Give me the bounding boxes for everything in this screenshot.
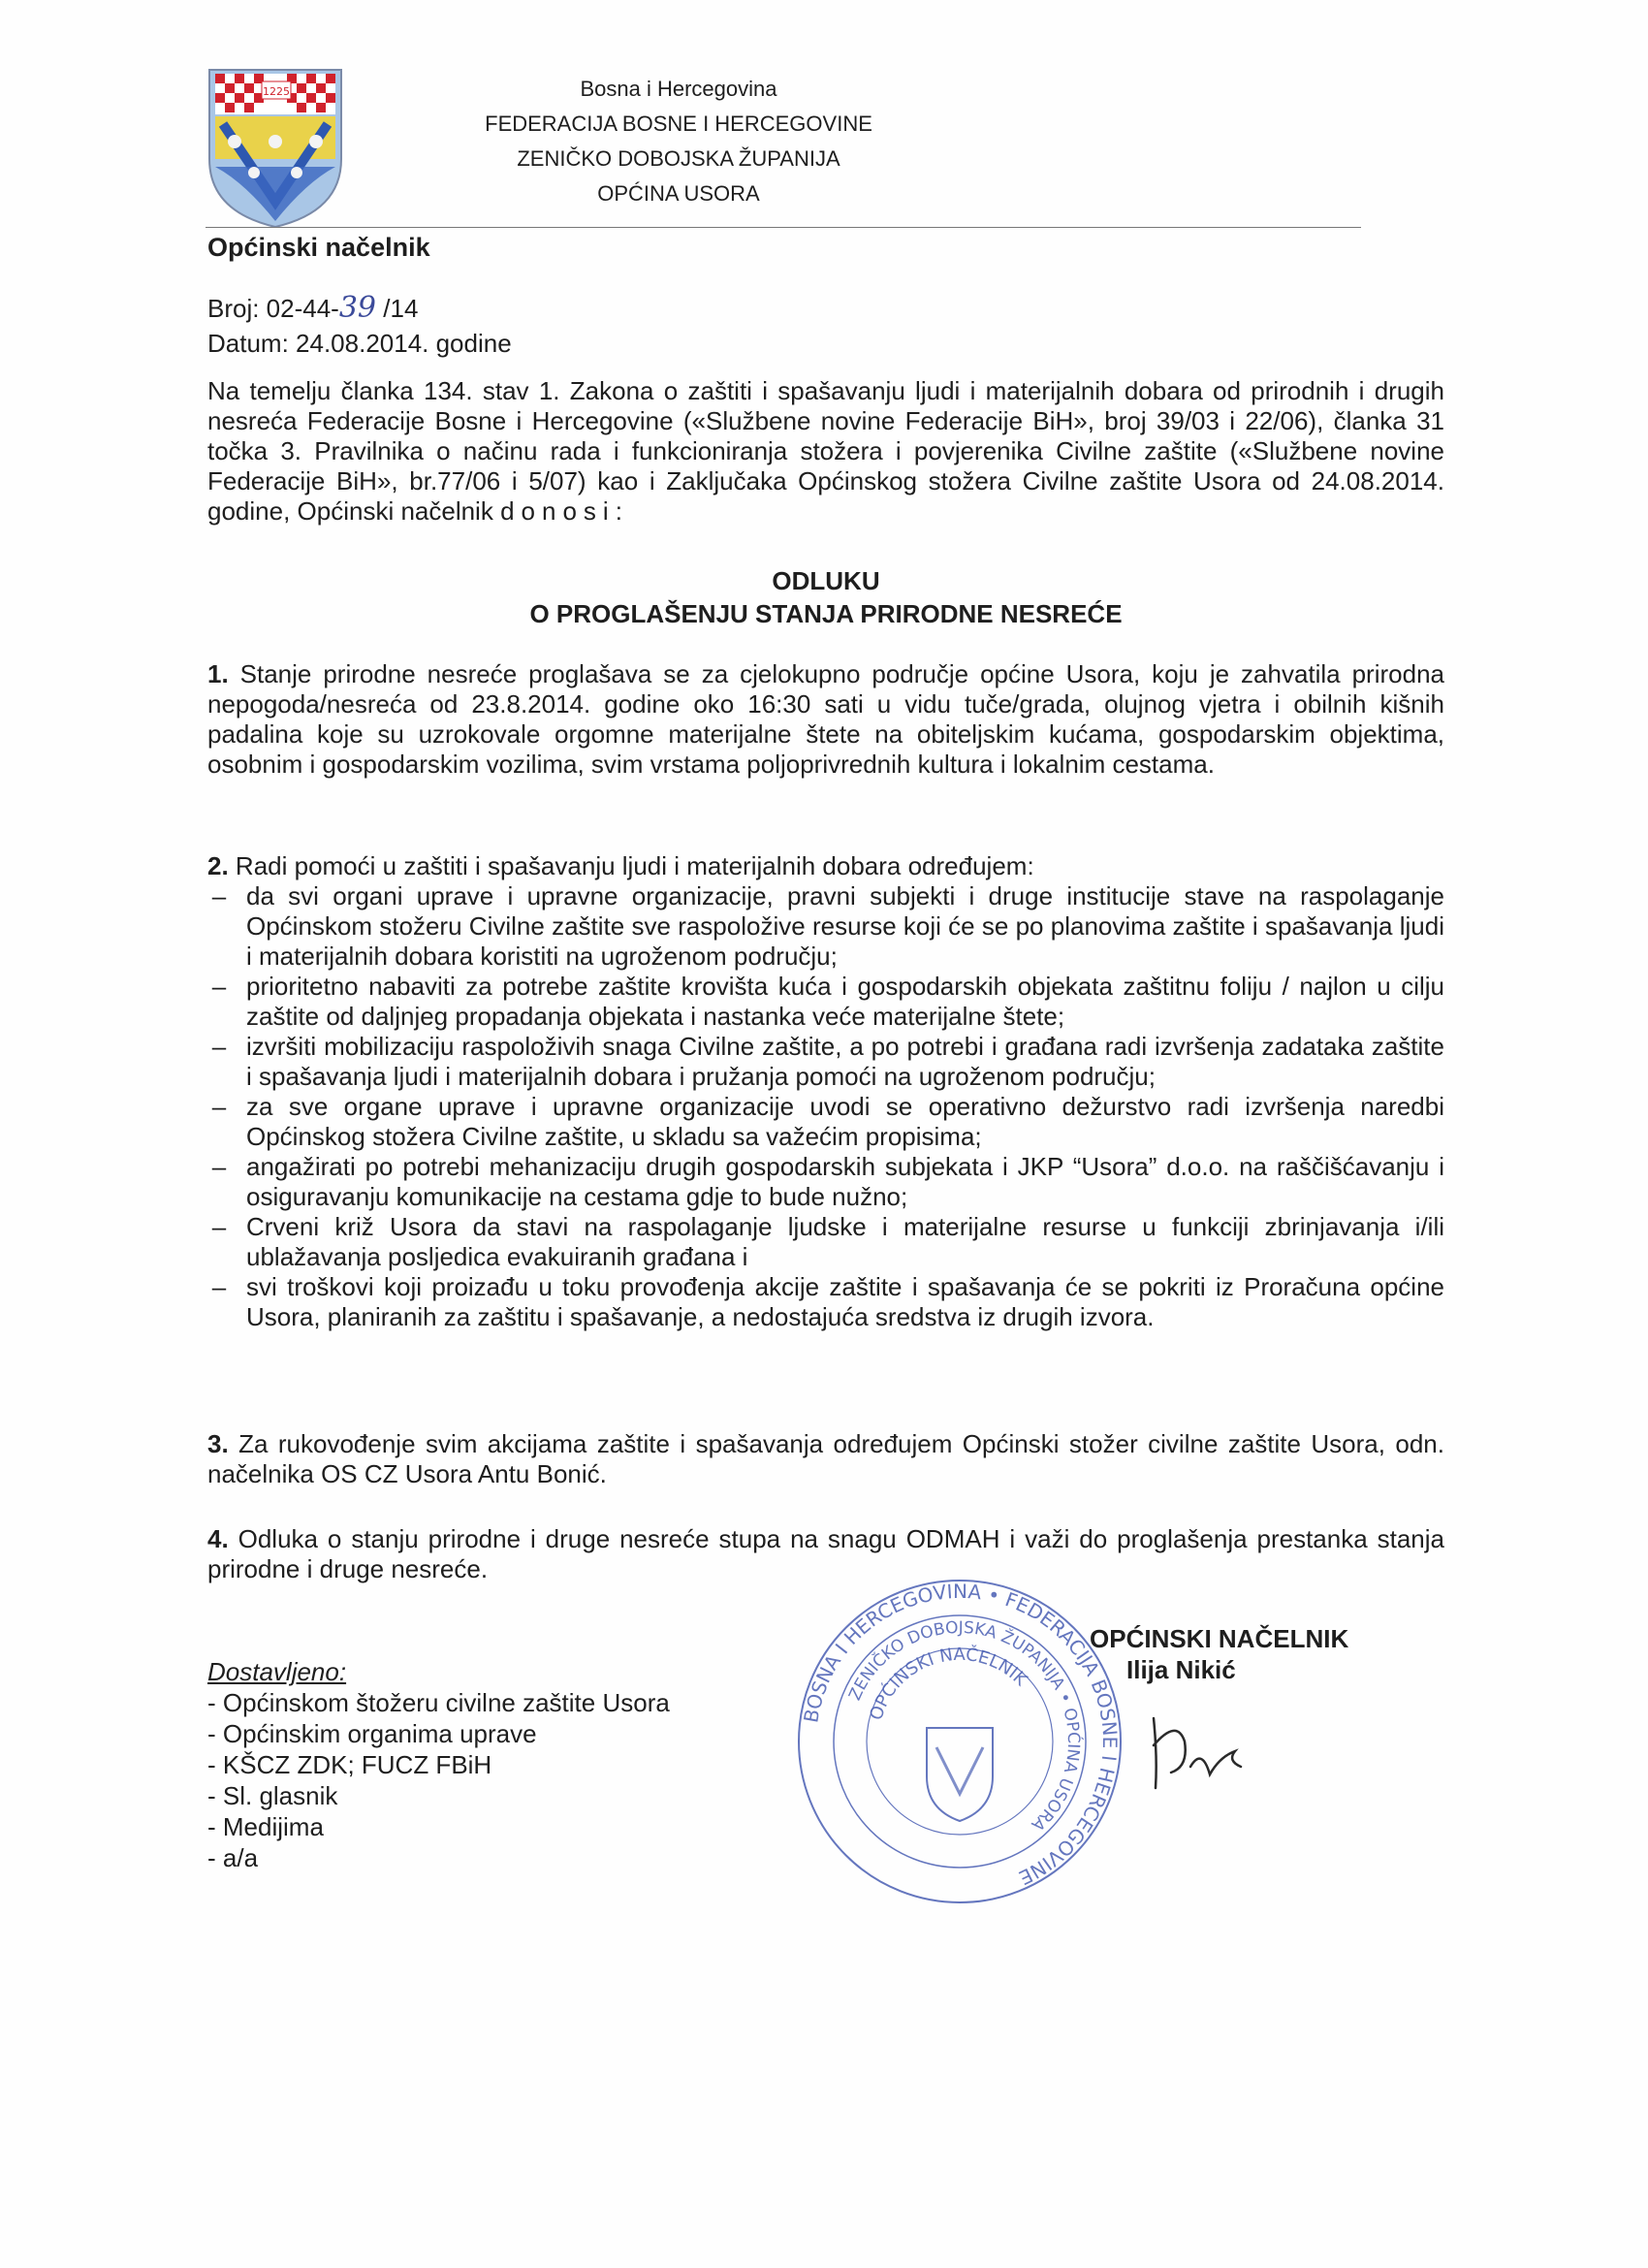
distribution-item: - Općinskom štožeru civilne zaštite Usora <box>207 1688 670 1717</box>
header-country: Bosna i Hercegovina <box>580 77 777 101</box>
reference-suffix: /14 <box>376 294 419 323</box>
list-item <box>207 972 1444 1032</box>
reference-prefix: Broj: 02-44- <box>207 294 339 323</box>
official-stamp-icon <box>795 1577 1125 1906</box>
point-number: 1. <box>207 659 229 688</box>
dash-marker: – <box>211 1212 227 1241</box>
list-item-text: da svi organi uprave i upravne organizacije, pravni subjekti i druge institucije stave na raspolaganje Općinskom stožeru Civilne zaštite sve raspoložive resurse koji će se po planovima zaštite i spašavanja ljudi i materijalnih dobara koristiti na ugroženom području; <box>246 881 1444 971</box>
stamp-outer-text: BOSNA I HERCEGOVINA • FEDERACIJA BOSNE I HERCEGOVINE <box>799 1579 1123 1890</box>
header-divider <box>206 227 1361 228</box>
dash-marker: – <box>211 881 227 910</box>
stamp-center-text: OPĆINSKI NAČELNIK <box>866 1644 1031 1723</box>
reference-number <box>207 291 512 326</box>
dash-marker: – <box>211 1152 227 1181</box>
list-item <box>207 1152 1444 1212</box>
dash-marker: – <box>211 972 227 1001</box>
distribution-item: - Sl. glasnik <box>207 1781 338 1810</box>
document-meta <box>207 291 512 361</box>
point-3 <box>207 1429 1444 1489</box>
preamble-text: Na temelju članka 134. stav 1. Zakona o zaštiti i spašavanju ljudi i materijalnih dobara od prirodnih i drugih nesreća Federacije Bosne i Hercegovine («Službene novine Federacije BiH», broj 39/03 i 22/06), članka 31 točka 3. Pravilnika o načinu rada i funkcioniranja stožera i povjerenika Civilne zaštite («Službene novine Federacije BiH», br.77/06 i 5/07) kao i Zaključaka Općinskog stožera Civilne zaštite Usora od 24.08.2014. godine, Općinski načelnik <box>207 376 1444 526</box>
list-item-text: prioritetno nabaviti za potrebe zaštite krovišta kuća i gospodarskih objekata zaštitnu foliju / najlon u cilju zaštite od daljnjeg propadanja objekata i nastanka veće materijalne štete; <box>246 972 1444 1031</box>
handwritten-signature-icon <box>1134 1699 1280 1805</box>
list-item <box>207 1272 1444 1332</box>
list-item-text: svi troškovi koji proizađu u toku provođenja akcije zaštite i spašavanja će se pokriti iz Proračuna općine Usora, planiranih za zaštitu i spašavanje, a nedostajuća sredstva iz drugih izvora. <box>246 1272 1444 1331</box>
decision-title-line1: ODLUKU <box>772 566 880 595</box>
measures-list <box>207 881 1444 1332</box>
list-item-text: angažirati po potrebi mehanizaciju drugih gospodarskih subjekata i JKP “Usora” d.o.o. na raščišćavanju i osiguravanju komunikacije na cestama gdje to bude nužno; <box>246 1152 1444 1211</box>
list-item <box>207 881 1444 972</box>
point-text: Radi pomoći u zaštiti i spašavanju ljudi i materijalnih dobara određujem: <box>228 851 1034 880</box>
coat-year: 1225 <box>263 85 290 98</box>
list-item-text: Crveni križ Usora da stavi na raspolaganje ljudske i materijalne resurse u funkciji zbrinjavanja i/ili ublažavanja posljedica evakuiranih građana i <box>246 1212 1444 1271</box>
point-text: Za rukovođenje svim akcijama zaštite i spašavanja određujem Općinski stožer civilne zaštite Usora, odn. načelnika OS CZ Usora Antu Bonić. <box>207 1429 1444 1488</box>
point-number: 2. <box>207 851 229 880</box>
point-number: 4. <box>207 1524 229 1553</box>
document-date: Datum: 24.08.2014. godine <box>207 329 512 358</box>
preamble-verb: donosi <box>500 496 616 526</box>
list-item <box>207 1032 1444 1092</box>
coat-of-arms-icon <box>206 66 345 231</box>
header-federation: FEDERACIJA BOSNE I HERCEGOVINE <box>485 112 872 136</box>
dash-marker: – <box>211 1272 227 1301</box>
office-title: Općinski načelnik <box>207 233 430 262</box>
preamble <box>207 376 1444 527</box>
distribution-heading: Dostavljeno: <box>207 1657 347 1686</box>
signatory-title: OPĆINSKI NAČELNIK <box>1090 1624 1349 1653</box>
point-4 <box>207 1524 1444 1584</box>
list-item-text: izvršiti mobilizaciju raspoloživih snaga Civilne zaštite, a po potrebi i građana radi izvršenja zadataka zaštite i spašavanja ljudi i materijalnih dobara i pružanja pomoći na ugroženom području; <box>246 1032 1444 1091</box>
dash-marker: – <box>211 1092 227 1121</box>
point-1 <box>207 659 1444 780</box>
decision-title <box>207 564 1444 630</box>
letterhead <box>407 72 950 211</box>
list-item-text: za sve organe uprave i upravne organizacije uvodi se operativno dežurstvo radi izvršenja naredbi Općinskog stožera Civilne zaštite, u skladu sa važećim propisima; <box>246 1092 1444 1151</box>
distribution-list <box>207 1656 670 1873</box>
preamble-verb-end: : <box>615 496 622 526</box>
distribution-item: - a/a <box>207 1843 259 1872</box>
point-text: Odluka o stanju prirodne i druge nesreće stupa na snagu ODMAH i važi do proglašenja prestanka stanja prirodne i druge nesreće. <box>207 1524 1444 1583</box>
point-2 <box>207 851 1444 1332</box>
point-text: Stanje prirodne nesreće proglašava se za cjelokupno područje općine Usora, koju je zahvatila prirodna nepogoda/nesreća od 23.8.2014. godine oko 16:30 sati u vidu tuče/grada, olujnog vjetra i obilnih kišnih padalina koje su uzrokovale orgomne materijalne štete na obiteljskim kućama, gospodarskim objektima, osobnim i gospodarskim vozilima, svim vrstama poljoprivrednih kultura i lokalnim cestama. <box>207 659 1444 779</box>
handwritten-number: 39 <box>338 291 377 325</box>
distribution-item: - Općinskim organima uprave <box>207 1719 537 1748</box>
list-item <box>207 1092 1444 1152</box>
decision-title-line2: O PROGLAŠENJU STANJA PRIRODNE NESREĆE <box>529 599 1123 628</box>
stamp-inner-text: ZENIČKO DOBOJSKA ŽUPANIJA • OPĆINA USORA <box>845 1617 1084 1835</box>
header-canton: ZENIČKO DOBOJSKA ŽUPANIJA <box>517 146 840 171</box>
signatory-name: Ilija Nikić <box>1126 1655 1236 1684</box>
distribution-item: - KŠCZ ZDK; FUCZ FBiH <box>207 1750 492 1779</box>
header-municipality: OPĆINA USORA <box>597 181 760 206</box>
list-item <box>207 1212 1444 1272</box>
dash-marker: – <box>211 1032 227 1061</box>
svg-text:ZENIČKO DOBOJSKA ŽUPANIJA • OP <box>845 1618 1085 1835</box>
distribution-item: - Medijima <box>207 1812 324 1841</box>
point-number: 3. <box>207 1429 229 1458</box>
